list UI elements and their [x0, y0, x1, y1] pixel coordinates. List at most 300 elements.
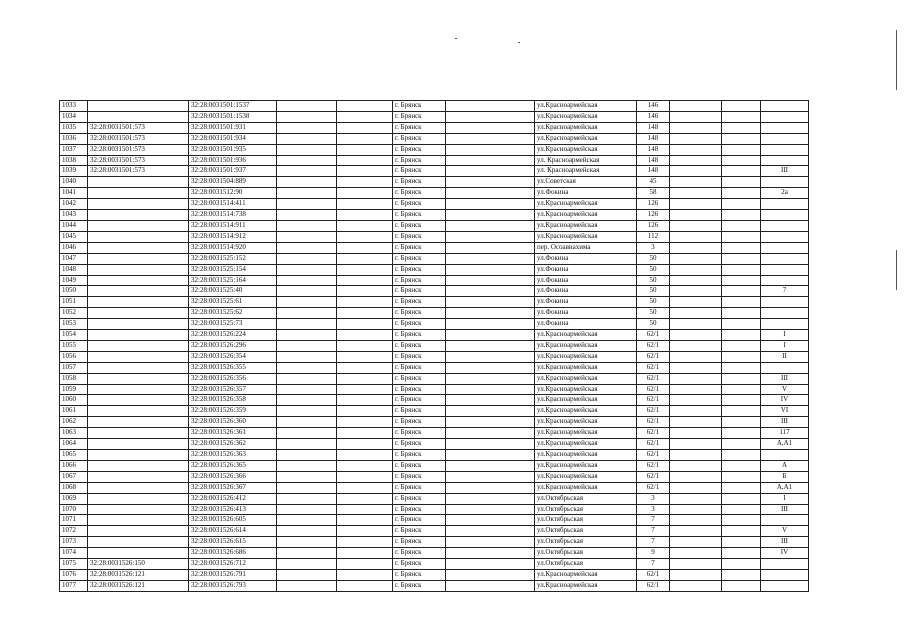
table-row [60, 362, 809, 373]
parent-cadastral-number-cell [88, 264, 189, 275]
cadastral-number-cell: 32:28:0031526:366 [189, 471, 277, 482]
empty-cell [277, 580, 337, 591]
empty-cell [446, 450, 535, 461]
empty-cell [446, 471, 535, 482]
empty-cell [446, 308, 535, 319]
empty-cell [446, 133, 535, 144]
cadastral-number-cell: 32:28:0031525:164 [189, 275, 277, 286]
house-number-cell: 3 [637, 242, 670, 253]
table-row [60, 253, 809, 264]
row-number-cell: 1075 [60, 559, 88, 570]
street-cell: ул.Октябрьская [535, 537, 637, 548]
letter-cell [761, 177, 809, 188]
empty-cell [670, 286, 722, 297]
table-row [60, 220, 809, 231]
empty-cell [722, 515, 761, 526]
street-cell: ул.Красноармейская [535, 220, 637, 231]
town-cell: г. Брянск [393, 395, 446, 406]
house-number-cell: 58 [637, 188, 670, 199]
empty-cell [277, 439, 337, 450]
letter-cell: 117 [761, 428, 809, 439]
empty-cell [337, 166, 393, 177]
empty-cell [337, 428, 393, 439]
empty-cell [337, 155, 393, 166]
table-row [60, 493, 809, 504]
empty-cell [722, 286, 761, 297]
house-number-cell: 112 [637, 231, 670, 242]
house-number-cell: 62/1 [637, 460, 670, 471]
empty-cell [722, 297, 761, 308]
empty-cell [277, 417, 337, 428]
empty-cell [337, 275, 393, 286]
cadastral-number-cell: 32:28:0031525:154 [189, 264, 277, 275]
row-number-cell: 1073 [60, 537, 88, 548]
empty-cell [670, 515, 722, 526]
letter-cell [761, 220, 809, 231]
empty-cell [722, 569, 761, 580]
empty-cell [670, 144, 722, 155]
street-cell: ул.Красноармейская [535, 111, 637, 122]
empty-cell [722, 111, 761, 122]
letter-cell [761, 308, 809, 319]
empty-cell [446, 515, 535, 526]
row-number-cell: 1040 [60, 177, 88, 188]
street-cell: ул.Красноармейская [535, 395, 637, 406]
empty-cell [670, 199, 722, 210]
empty-cell [446, 330, 535, 341]
empty-cell [277, 526, 337, 537]
empty-cell [722, 330, 761, 341]
street-cell: ул.Красноармейская [535, 231, 637, 242]
empty-cell [277, 210, 337, 221]
empty-cell [446, 166, 535, 177]
empty-cell [277, 460, 337, 471]
empty-cell [337, 199, 393, 210]
parent-cadastral-number-cell [88, 373, 189, 384]
letter-cell [761, 144, 809, 155]
cadastral-number-cell: 32:28:0031526:615 [189, 537, 277, 548]
empty-cell [337, 526, 393, 537]
row-number-cell: 1036 [60, 133, 88, 144]
house-number-cell: 7 [637, 559, 670, 570]
empty-cell [337, 450, 393, 461]
parent-cadastral-number-cell: 32:28:0031501:573 [88, 122, 189, 133]
town-cell: г. Брянск [393, 548, 446, 559]
town-cell: г. Брянск [393, 373, 446, 384]
street-cell: ул.Красноармейская [535, 384, 637, 395]
parent-cadastral-number-cell [88, 471, 189, 482]
empty-cell [722, 460, 761, 471]
empty-cell [446, 144, 535, 155]
table-row [60, 340, 809, 351]
empty-cell [277, 122, 337, 133]
parent-cadastral-number-cell [88, 450, 189, 461]
table-row [60, 460, 809, 471]
house-number-cell: 7 [637, 515, 670, 526]
empty-cell [670, 111, 722, 122]
row-number-cell: 1070 [60, 504, 88, 515]
letter-cell [761, 122, 809, 133]
empty-cell [277, 450, 337, 461]
street-cell: ул.Фокина [535, 319, 637, 330]
cadastral-number-cell: 32:28:0031526:358 [189, 395, 277, 406]
empty-cell [337, 111, 393, 122]
empty-cell [337, 351, 393, 362]
house-number-cell: 50 [637, 253, 670, 264]
parent-cadastral-number-cell [88, 460, 189, 471]
town-cell: г. Брянск [393, 308, 446, 319]
row-number-cell: 1059 [60, 384, 88, 395]
house-number-cell: 148 [637, 155, 670, 166]
empty-cell [337, 308, 393, 319]
empty-cell [722, 439, 761, 450]
empty-cell [277, 559, 337, 570]
row-number-cell: 1069 [60, 493, 88, 504]
town-cell: г. Брянск [393, 177, 446, 188]
empty-cell [670, 155, 722, 166]
parent-cadastral-number-cell [88, 526, 189, 537]
house-number-cell: 50 [637, 319, 670, 330]
letter-cell: I [761, 493, 809, 504]
empty-cell [277, 395, 337, 406]
empty-cell [446, 275, 535, 286]
row-number-cell: 1058 [60, 373, 88, 384]
empty-cell [670, 537, 722, 548]
letter-cell [761, 580, 809, 591]
table-row [60, 275, 809, 286]
cadastral-number-cell: 32:28:0031525:62 [189, 308, 277, 319]
empty-cell [277, 548, 337, 559]
street-cell: ул.Советская [535, 177, 637, 188]
cadastral-number-cell: 32:28:0031526:359 [189, 406, 277, 417]
empty-cell [670, 526, 722, 537]
street-cell: ул.Фокина [535, 308, 637, 319]
street-cell: ул.Красноармейская [535, 199, 637, 210]
scan-dot [455, 38, 457, 39]
empty-cell [670, 133, 722, 144]
house-number-cell: 3 [637, 493, 670, 504]
street-cell: ул.Красноармейская [535, 210, 637, 221]
empty-cell [337, 330, 393, 341]
table-row [60, 319, 809, 330]
table-row [60, 111, 809, 122]
empty-cell [670, 340, 722, 351]
parent-cadastral-number-cell [88, 362, 189, 373]
empty-cell [337, 133, 393, 144]
house-number-cell: 62/1 [637, 373, 670, 384]
empty-cell [337, 548, 393, 559]
street-cell: ул.Красноармейская [535, 362, 637, 373]
street-cell: ул.Красноармейская [535, 330, 637, 341]
empty-cell [670, 166, 722, 177]
house-number-cell: 148 [637, 166, 670, 177]
empty-cell [277, 569, 337, 580]
empty-cell [337, 264, 393, 275]
letter-cell [761, 199, 809, 210]
empty-cell [722, 122, 761, 133]
parent-cadastral-number-cell [88, 253, 189, 264]
cadastral-number-cell: 32:28:0031504:889 [189, 177, 277, 188]
table-row [60, 199, 809, 210]
house-number-cell: 62/1 [637, 482, 670, 493]
house-number-cell: 3 [637, 504, 670, 515]
empty-cell [722, 428, 761, 439]
empty-cell [670, 471, 722, 482]
town-cell: г. Брянск [393, 559, 446, 570]
empty-cell [722, 188, 761, 199]
town-cell: г. Брянск [393, 220, 446, 231]
table-row [60, 504, 809, 515]
street-cell: ул.Красноармейская [535, 340, 637, 351]
empty-cell [446, 417, 535, 428]
letter-cell [761, 569, 809, 580]
empty-cell [446, 177, 535, 188]
cadastral-number-cell: 32:28:0031514:912 [189, 231, 277, 242]
table-row [60, 580, 809, 591]
empty-cell [670, 482, 722, 493]
table-row [60, 515, 809, 526]
empty-cell [277, 297, 337, 308]
table-row [60, 133, 809, 144]
table-row [60, 537, 809, 548]
cadastral-number-cell: 32:28:0031526:793 [189, 580, 277, 591]
empty-cell [277, 111, 337, 122]
empty-cell [722, 580, 761, 591]
empty-cell [446, 395, 535, 406]
empty-cell [670, 362, 722, 373]
empty-cell [722, 166, 761, 177]
empty-cell [277, 177, 337, 188]
house-number-cell: 62/1 [637, 395, 670, 406]
letter-cell [761, 253, 809, 264]
town-cell: г. Брянск [393, 231, 446, 242]
empty-cell [670, 548, 722, 559]
house-number-cell: 62/1 [637, 351, 670, 362]
town-cell: г. Брянск [393, 144, 446, 155]
letter-cell: I [761, 340, 809, 351]
street-cell: ул.Фокина [535, 188, 637, 199]
empty-cell [337, 210, 393, 221]
table-row [60, 166, 809, 177]
empty-cell [446, 482, 535, 493]
parent-cadastral-number-cell [88, 406, 189, 417]
letter-cell [761, 242, 809, 253]
house-number-cell: 148 [637, 144, 670, 155]
empty-cell [722, 417, 761, 428]
row-number-cell: 1056 [60, 351, 88, 362]
empty-cell [277, 231, 337, 242]
empty-cell [446, 406, 535, 417]
house-number-cell: 62/1 [637, 406, 670, 417]
letter-cell: VI [761, 406, 809, 417]
letter-cell [761, 101, 809, 112]
table-body [60, 101, 809, 592]
empty-cell [446, 122, 535, 133]
row-number-cell: 1047 [60, 253, 88, 264]
house-number-cell: 9 [637, 548, 670, 559]
row-number-cell: 1054 [60, 330, 88, 341]
empty-cell [722, 395, 761, 406]
cadastral-number-cell: 32:28:0031501:931 [189, 122, 277, 133]
empty-cell [337, 122, 393, 133]
empty-cell [446, 460, 535, 471]
letter-cell: III [761, 373, 809, 384]
empty-cell [670, 177, 722, 188]
empty-cell [722, 144, 761, 155]
street-cell: ул.Красноармейская [535, 460, 637, 471]
row-number-cell: 1039 [60, 166, 88, 177]
letter-cell: I [761, 330, 809, 341]
empty-cell [277, 166, 337, 177]
town-cell: г. Брянск [393, 253, 446, 264]
table-row [60, 428, 809, 439]
empty-cell [446, 526, 535, 537]
street-cell: ул.Красноармейская [535, 406, 637, 417]
table-row [60, 471, 809, 482]
empty-cell [337, 580, 393, 591]
empty-cell [337, 417, 393, 428]
town-cell: г. Брянск [393, 340, 446, 351]
town-cell: г. Брянск [393, 155, 446, 166]
parent-cadastral-number-cell [88, 231, 189, 242]
house-number-cell: 126 [637, 220, 670, 231]
cadastral-number-cell: 32:28:0031526:362 [189, 439, 277, 450]
row-number-cell: 1038 [60, 155, 88, 166]
empty-cell [337, 439, 393, 450]
street-cell: ул.Красноармейская [535, 144, 637, 155]
empty-cell [337, 286, 393, 297]
parent-cadastral-number-cell [88, 417, 189, 428]
street-cell: ул.Октябрьская [535, 515, 637, 526]
cadastral-number-cell: 32:28:0031501:1537 [189, 101, 277, 112]
empty-cell [446, 319, 535, 330]
parent-cadastral-number-cell [88, 504, 189, 515]
row-number-cell: 1042 [60, 199, 88, 210]
scan-mark-right-edge-lower [896, 250, 897, 290]
cadastral-number-cell: 32:28:0031526:712 [189, 559, 277, 570]
letter-cell [761, 275, 809, 286]
town-cell: г. Брянск [393, 210, 446, 221]
row-number-cell: 1071 [60, 515, 88, 526]
empty-cell [446, 548, 535, 559]
empty-cell [446, 297, 535, 308]
empty-cell [446, 559, 535, 570]
cadastral-number-cell: 32:28:0031514:911 [189, 220, 277, 231]
house-number-cell: 50 [637, 308, 670, 319]
empty-cell [722, 101, 761, 112]
empty-cell [337, 482, 393, 493]
cadastral-number-cell: 32:28:0031526:367 [189, 482, 277, 493]
cadastral-number-cell: 32:28:0031514:411 [189, 199, 277, 210]
row-number-cell: 1050 [60, 286, 88, 297]
parent-cadastral-number-cell [88, 220, 189, 231]
town-cell: г. Брянск [393, 275, 446, 286]
town-cell: г. Брянск [393, 122, 446, 133]
empty-cell [277, 308, 337, 319]
table-row [60, 482, 809, 493]
row-number-cell: 1060 [60, 395, 88, 406]
empty-cell [722, 308, 761, 319]
empty-cell [446, 493, 535, 504]
letter-cell: IV [761, 548, 809, 559]
parent-cadastral-number-cell [88, 384, 189, 395]
empty-cell [722, 177, 761, 188]
parent-cadastral-number-cell: 32:28:0031526:150 [88, 559, 189, 570]
empty-cell [446, 111, 535, 122]
empty-cell [337, 395, 393, 406]
house-number-cell: 148 [637, 122, 670, 133]
row-number-cell: 1061 [60, 406, 88, 417]
cadastral-number-cell: 32:28:0031526:360 [189, 417, 277, 428]
row-number-cell: 1055 [60, 340, 88, 351]
row-number-cell: 1049 [60, 275, 88, 286]
empty-cell [446, 101, 535, 112]
cadastral-number-cell: 32:28:0031526:413 [189, 504, 277, 515]
town-cell: г. Брянск [393, 504, 446, 515]
town-cell: г. Брянск [393, 450, 446, 461]
empty-cell [277, 384, 337, 395]
row-number-cell: 1063 [60, 428, 88, 439]
cadastral-number-cell: 32:28:0031526:605 [189, 515, 277, 526]
letter-cell: III [761, 166, 809, 177]
letter-cell: 7 [761, 286, 809, 297]
town-cell: г. Брянск [393, 111, 446, 122]
town-cell: г. Брянск [393, 351, 446, 362]
empty-cell [337, 253, 393, 264]
empty-cell [277, 101, 337, 112]
parent-cadastral-number-cell [88, 275, 189, 286]
cadastral-number-cell: 32:28:0031501:1538 [189, 111, 277, 122]
parent-cadastral-number-cell: 32:28:0031526:121 [88, 580, 189, 591]
street-cell: ул.Красноармейская [535, 428, 637, 439]
empty-cell [722, 537, 761, 548]
scan-mark-right-edge [896, 30, 897, 90]
street-cell: ул.Фокина [535, 297, 637, 308]
cadastral-number-cell: 32:28:0031526:356 [189, 373, 277, 384]
empty-cell [722, 559, 761, 570]
empty-cell [277, 133, 337, 144]
street-cell: ул.Красноармейская [535, 471, 637, 482]
street-cell: ул.Октябрьская [535, 559, 637, 570]
letter-cell [761, 319, 809, 330]
street-cell: ул.Октябрьская [535, 526, 637, 537]
empty-cell [277, 155, 337, 166]
table-row [60, 231, 809, 242]
town-cell: г. Брянск [393, 133, 446, 144]
table-row [60, 286, 809, 297]
empty-cell [722, 384, 761, 395]
row-number-cell: 1044 [60, 220, 88, 231]
house-number-cell: 62/1 [637, 384, 670, 395]
house-number-cell: 62/1 [637, 340, 670, 351]
empty-cell [670, 231, 722, 242]
empty-cell [722, 373, 761, 384]
empty-cell [337, 144, 393, 155]
town-cell: г. Брянск [393, 537, 446, 548]
empty-cell [670, 569, 722, 580]
cadastral-number-cell: 32:28:0031526:614 [189, 526, 277, 537]
empty-cell [670, 297, 722, 308]
town-cell: г. Брянск [393, 264, 446, 275]
row-number-cell: 1067 [60, 471, 88, 482]
town-cell: г. Брянск [393, 297, 446, 308]
empty-cell [277, 220, 337, 231]
letter-cell [761, 231, 809, 242]
house-number-cell: 148 [637, 133, 670, 144]
street-cell: ул.Красноармейская [535, 101, 637, 112]
empty-cell [722, 493, 761, 504]
empty-cell [277, 319, 337, 330]
